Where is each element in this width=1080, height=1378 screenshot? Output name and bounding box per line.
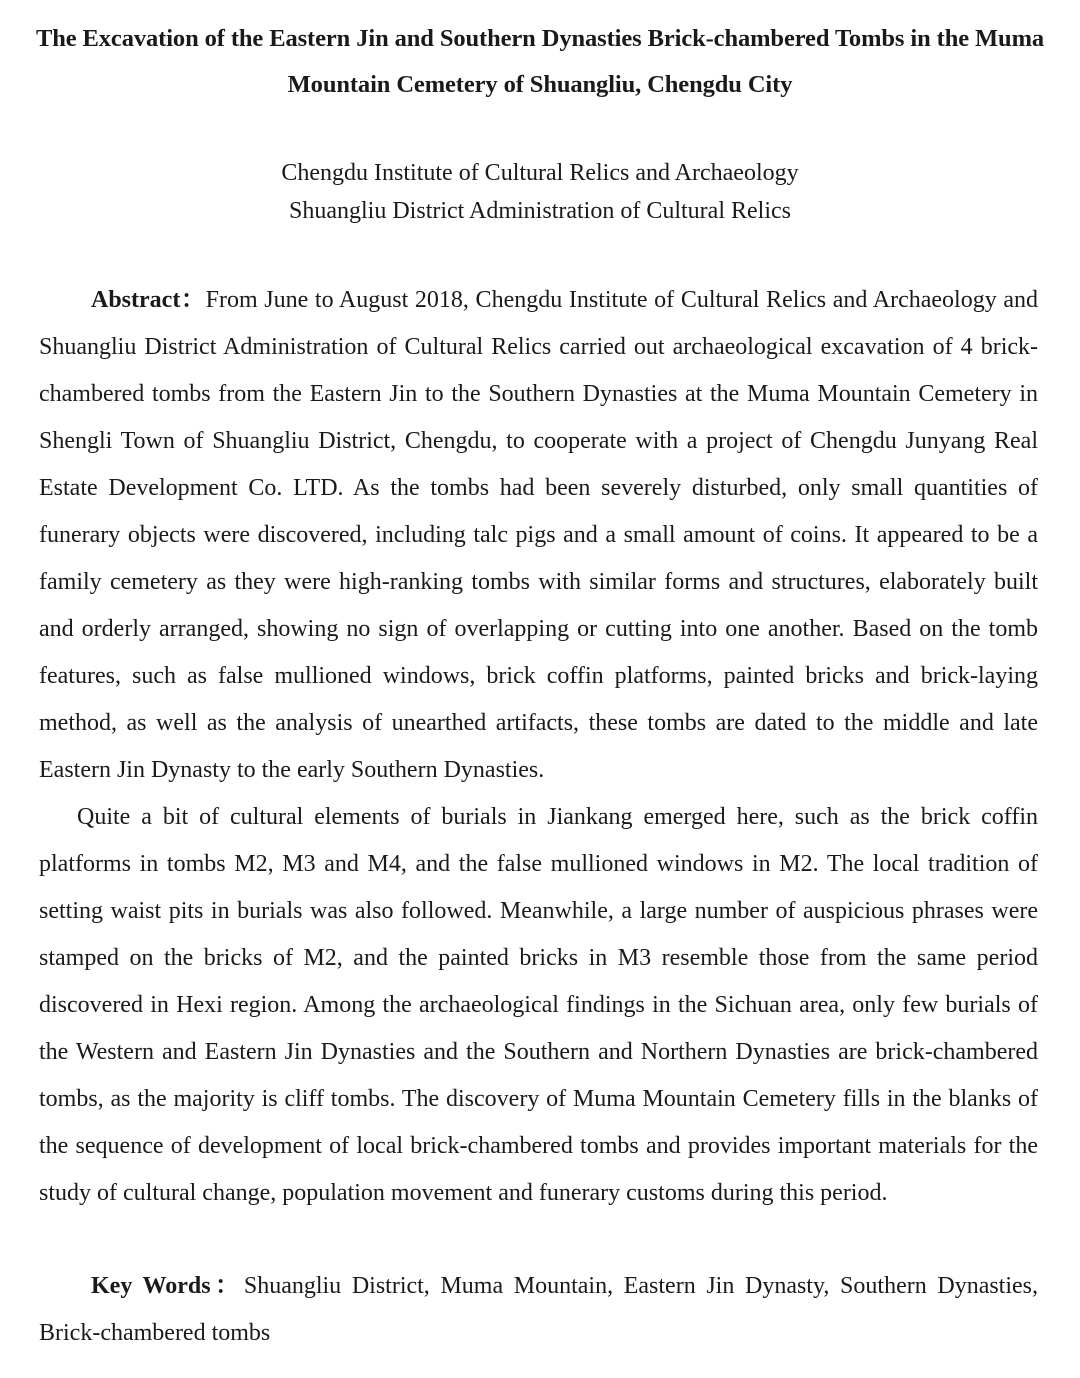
affiliation-1: Chengdu Institute of Cultural Relics and Archaeology: [281, 160, 799, 186]
abstract-label: Abstract：: [91, 287, 206, 313]
keywords-text: Shuangliu District, Muma Mountain, Eastern Jin Dynasty, Southern Dynasties, Brick-chambered tombs: [39, 1273, 1039, 1346]
abstract-text: From June to August 2018, Chengdu Institute of Cultural Relics and Archaeology and Shuangliu District Administration of Cultural Relics carried out archaeological excavation of 4 brick-chambered tombs from the Eastern Jin to the Southern Dynasties at the Muma Mountain Cemetery in Shengli Town of Shuangliu District, Chengdu, to cooperate with a project of Chengdu Junyang Real Estate Development Co. LTD. As the tombs had been severely disturbed, only small quantities of funerary objects were discovered, including talc pigs and a small amount of coins. It appeared to be a family cemetery as they were high-ranking tombs with similar forms and structures, elaborately built and orderly arranged, showing no sign of overlapping or cutting into one another. Based on the tomb features, such as false mullioned windows, brick coffin platforms, painted bricks and brick-laying method, as well as the analysis of unearthed artifacts, these tombs are dated to the middle and late Eastern Jin Dynasty to the early Southern Dynasties.: [39, 287, 1038, 783]
paper-title: The Excavation of the Eastern Jin and Southern Dynasties Brick-chambered Tombs in the Muma Mountain Cemetery of Shuangliu, Chengdu City: [35, 25, 1045, 98]
author-affiliations: [0, 154, 1080, 230]
abstract-paragraph-2: Quite a bit of cultural elements of burials in Jiankang emerged here, such as the brick coffin platforms in tombs M2, M3 and M4, and the false mullioned windows in M2. The local tradition of setting waist pits in burials was also followed. Meanwhile, a large number of auspicious phrases were stamped on the bricks of M2, and the painted bricks in M3 resemble those from the same period discovered in Hexi region. Among the archaeological findings in the Sichuan area, only few burials of the Western and Eastern Jin Dynasties and the Southern and Northern Dynasties are brick-chambered tombs, as the majority is cliff tombs. The discovery of Muma Mountain Cemetery fills in the blanks of the sequence of development of local brick-chambered tombs and provides important materials for the study of cultural change, population movement and funerary customs during this period.: [39, 804, 1038, 1206]
keywords-label: Key Words：: [91, 1273, 244, 1299]
abstract-paragraph: [39, 277, 1038, 794]
affiliation-2: Shuangliu District Administration of Cultural Relics: [289, 198, 791, 224]
keywords-paragraph: [39, 1263, 1038, 1357]
